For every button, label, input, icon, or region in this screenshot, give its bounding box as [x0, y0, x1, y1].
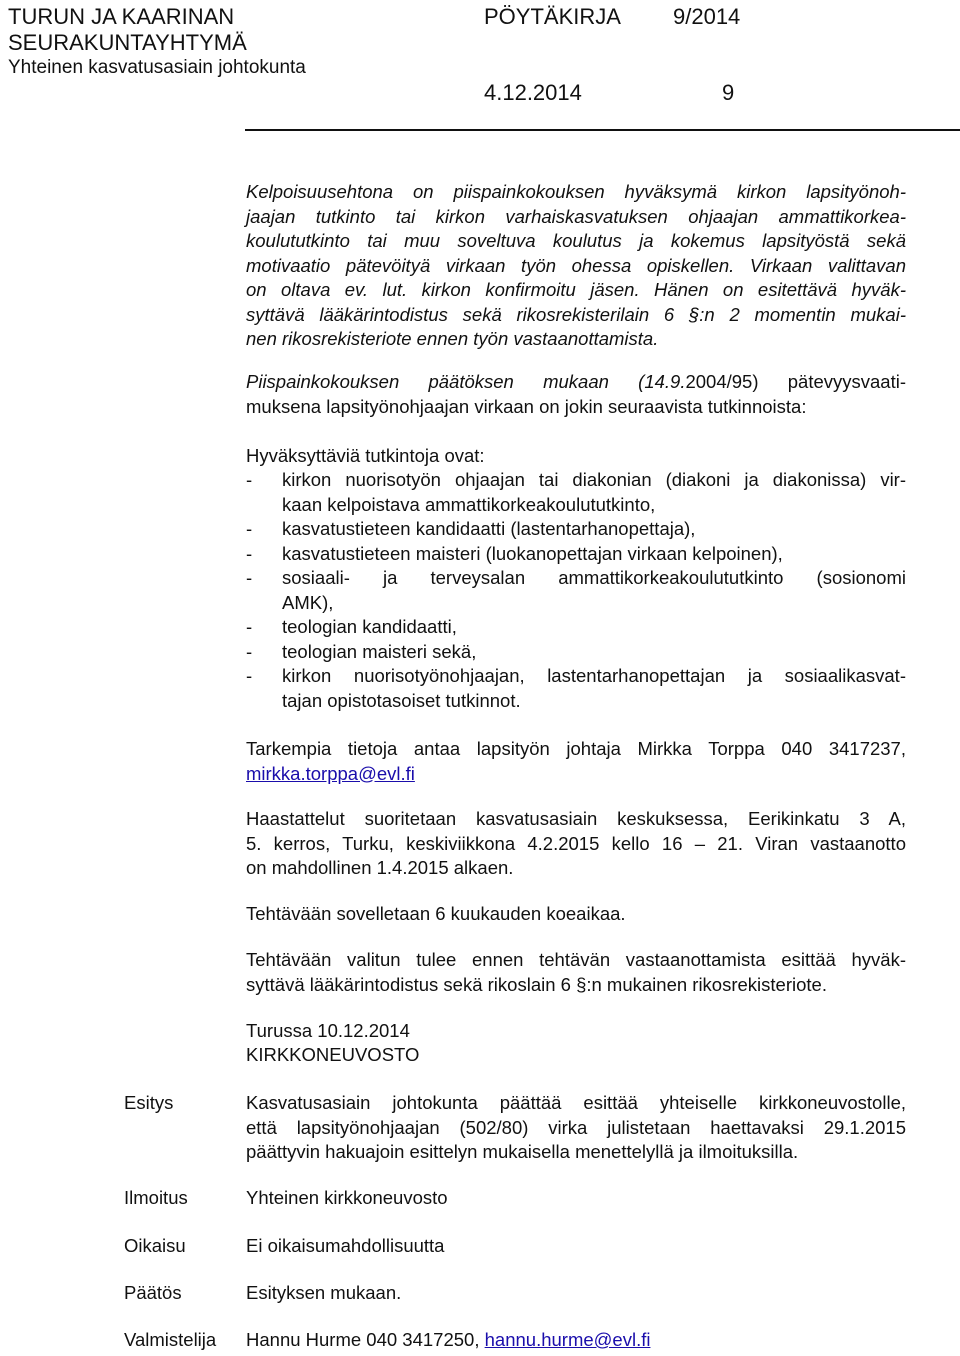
oikaisu-value: Ei oikaisumahdollisuutta — [246, 1235, 445, 1256]
bishops-conference-reference — [246, 370, 906, 419]
contact-paragraph — [246, 737, 906, 786]
list-item: teologian kandidaatti, — [282, 616, 457, 637]
list-bullet: - — [246, 469, 253, 490]
paragraph-line: nen rikosrekisteriote ennen työn vastaanottamista. — [246, 328, 659, 349]
qualification-paragraph — [246, 180, 906, 352]
list-bullet: - — [246, 543, 253, 564]
list-item-line: kirkon nuorisotyönohjaajan, lastentarhanopettajan ja sosiaalikasvat- — [282, 665, 906, 686]
signature-place-date: Turussa 10.12.2014 — [246, 1020, 410, 1041]
esitys-text — [246, 1091, 906, 1165]
qualifications-heading: Hyväksyttäviä tutkintoja ovat: — [246, 445, 485, 466]
esitys-line: että lapsityönohjaajan (502/80) virka julistetaan haettavaksi 29.1.2015 — [246, 1116, 906, 1138]
esitys-line: päättyvin hakuajoin esittelyn mukaisella menettelyllä ja ilmoituksilla. — [246, 1141, 799, 1162]
reference-line — [246, 370, 906, 395]
valmistelija-label: Valmistelija — [124, 1329, 217, 1350]
list-bullet: - — [246, 518, 253, 539]
paragraph-line: jaajan tutkinto tai kirkon varhaiskasvatuksen ohjaajan ammattikorkea- — [246, 205, 906, 227]
trial-period-text: Tehtävään sovelletaan 6 kuukauden koeaikaa. — [246, 903, 626, 924]
meeting-date: 4.12.2014 — [484, 80, 582, 105]
list-item: kasvatustieteen maisteri (luokanopettajan virkaan kelpoinen), — [282, 543, 783, 564]
contact-line: Tarkempia tietoja antaa lapsityön johtaja Mirkka Torppa 040 3417237, — [246, 738, 906, 759]
interview-line: 5. kerros, Turku, keskiviikkona 4.2.2015 kello 16 – 21. Viran vastaanotto — [246, 832, 906, 854]
header-divider — [245, 129, 960, 131]
ilmoitus-label: Ilmoitus — [124, 1187, 188, 1208]
list-item-line: kirkon nuorisotyön ohjaajan tai diakonian (diakoni ja diakonissa) vir- — [282, 469, 906, 490]
paatos-value: Esityksen mukaan. — [246, 1282, 402, 1303]
medical-line: syttävä lääkärintodistus sekä rikoslain 6 §:n mukainen rikosrekisteriote. — [246, 973, 827, 995]
valmistelija-value — [246, 1328, 650, 1353]
valmistelija-email-link[interactable]: hannu.hurme@evl.fi — [484, 1329, 651, 1350]
list-item: teologian maisteri sekä, — [282, 641, 477, 662]
ilmoitus-value: Yhteinen kirkkoneuvosto — [246, 1187, 448, 1208]
medical-paragraph — [246, 948, 906, 997]
paragraph-line: motivaatio pätevöityä virkaan työn ohessa opiskellen. Virkaan valittavan — [246, 254, 906, 276]
page-number: 9 — [722, 80, 735, 105]
paragraph-line: syttävä lääkärintodistus sekä rikosrekisterilain 6 §:n 2 momentin mukai- — [246, 303, 906, 325]
interview-line: Haastattelut suoritetaan kasvatusasiain keskuksessa, Eerikinkatu 3 A, — [246, 808, 906, 829]
list-bullet: - — [246, 641, 253, 662]
list-item-line: sosiaali- ja terveysalan ammattikorkeakoulututkinto (sosionomi — [282, 567, 906, 588]
esitys-line: Kasvatusasiain johtokunta päättää esittää yhteiselle kirkkoneuvostolle, — [246, 1092, 906, 1113]
paragraph-line: koulututkinto tai muu soveltuva koulutus ja kokemus lapsityöstä sekä — [246, 230, 906, 251]
reference-italic-part: Piispainkokouksen päätöksen mukaan (14.9. — [246, 371, 686, 392]
list-item — [282, 566, 906, 615]
list-bullet: - — [246, 665, 253, 686]
list-item — [282, 664, 906, 713]
list-item-line: tajan opistotasoiset tutkinnot. — [282, 689, 521, 711]
paatos-label: Päätös — [124, 1282, 182, 1303]
list-item-line: kaan kelpoistava ammattikorkeakoulututkinto, — [282, 493, 656, 515]
list-bullet: - — [246, 616, 253, 637]
esitys-label: Esitys — [124, 1092, 174, 1113]
document-type: PÖYTÄKIRJA — [484, 4, 621, 29]
interview-line: on mahdollinen 1.4.2015 alkaen. — [246, 857, 514, 878]
oikaisu-label: Oikaisu — [124, 1235, 186, 1256]
paragraph-line: Kelpoisuusehtona on piispainkokouksen hyväksymä kirkon lapsityönoh- — [246, 181, 906, 202]
contact-email-link[interactable]: mirkka.torppa@evl.fi — [246, 762, 415, 784]
medical-line: Tehtävään valitun tulee ennen tehtävän vastaanottamista esittää hyväk- — [246, 949, 906, 970]
list-item: kasvatustieteen kandidaatti (lastentarhanopettaja), — [282, 518, 696, 539]
signature-body: KIRKKONEUVOSTO — [246, 1044, 420, 1065]
interview-paragraph — [246, 807, 906, 881]
org-name-line2: SEURAKUNTAYHTYMÄ — [8, 30, 247, 55]
paragraph-line: on oltava ev. lut. kirkon konfirmoitu jäsen. Hänen on esitettävä hyväk- — [246, 279, 906, 300]
reference-plain-part: 2004/95) pätevyysvaati- — [685, 371, 906, 392]
reference-line: muksena lapsityönohjaajan virkaan on jokin seuraavista tutkinnoista: — [246, 395, 807, 417]
list-bullet: - — [246, 567, 253, 588]
list-item — [282, 468, 906, 517]
list-item-line: AMK), — [282, 591, 334, 613]
document-number: 9/2014 — [673, 4, 741, 29]
org-name-line1: TURUN JA KAARINAN — [8, 4, 235, 29]
committee-name: Yhteinen kasvatusasiain johtokunta — [8, 57, 306, 78]
valmistelija-name-phone: Hannu Hurme 040 3417250, — [246, 1329, 480, 1350]
